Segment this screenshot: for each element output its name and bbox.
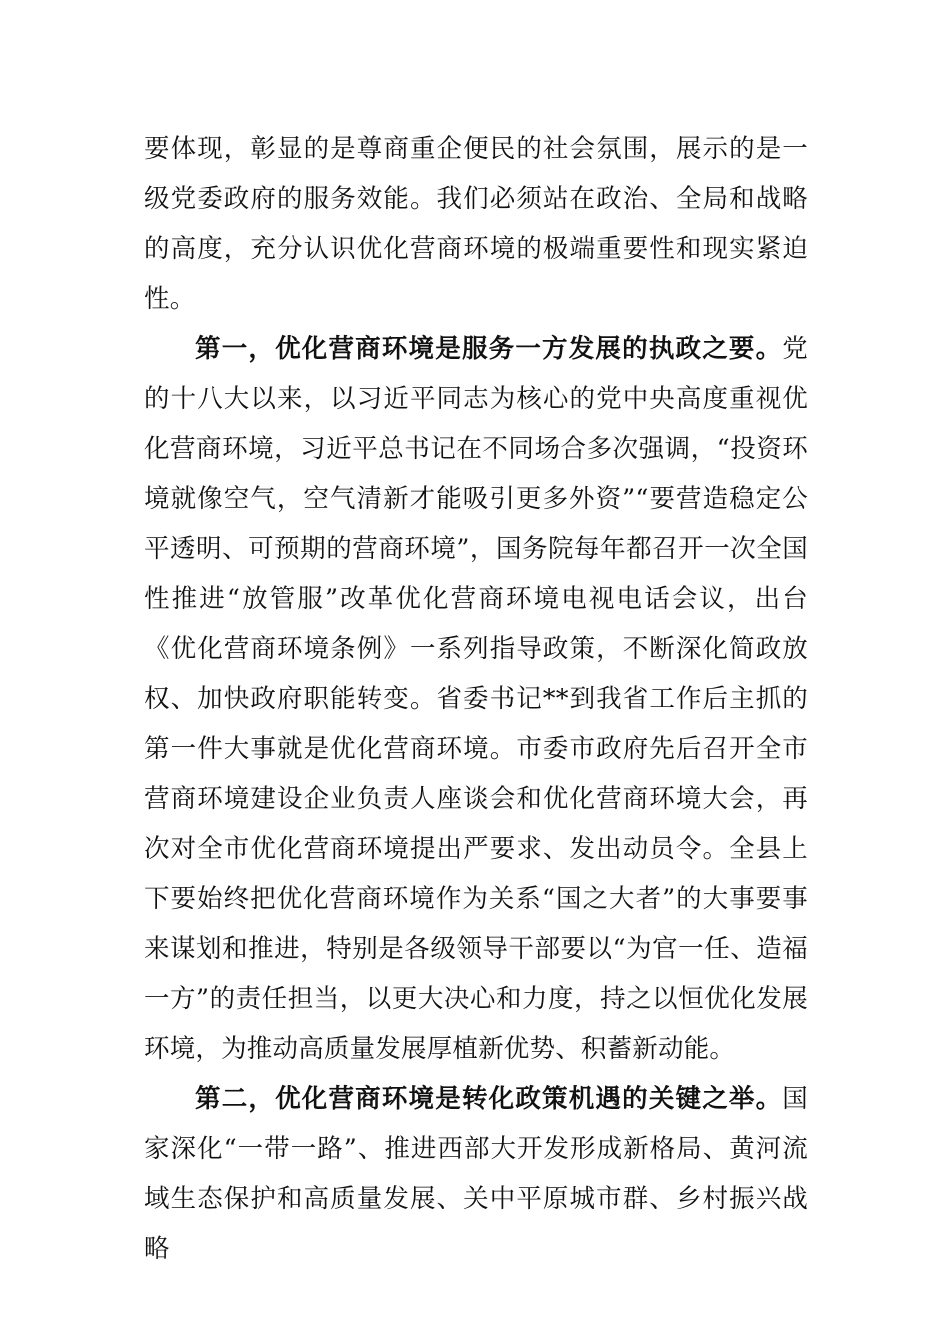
paragraph-heading: 第一，优化营商环境是服务一方发展的执政之要。: [195, 334, 783, 364]
paragraph-text: 要体现，彰显的是尊商重企便民的社会氛围，展示的是一级党委政府的服务效能。我们必须站在政治、全局和战略的高度，充分认识优化营商环境的极端重要性和现实紧迫性。: [144, 134, 808, 314]
document-body: [144, 124, 808, 1274]
paragraph-text: 党的十八大以来，以习近平同志为核心的党中央高度重视优化营商环境，习近平总书记在不同场合多次强调，“投资环境就像空气，空气清新才能吸引更多外资”“要营造稳定公平透明、可预期的营商环境”，国务院每年都召开一次全国性推进“放管服”改革优化营商环境电视电话会议，出台《优化营商环境条例》一系列指导政策，不断深化简政放权、加快政府职能转变。省委书记**到我省工作后主抓的第一件大事就是优化营商环境。市委市政府先后召开全市营商环境建设企业负责人座谈会和优化营商环境大会，再次对全市优化营商环境提出严要求、发出动员令。全县上下要始终把优化营商环境作为关系“国之大者”的大事要事来谋划和推进，特别是各级领导干部要以“为官一任、造福一方”的责任担当，以更大决心和力度，持之以恒优化发展环境，为推动高质量发展厚植新优势、积蓄新动能。: [144, 334, 808, 1064]
paragraph-text: 国家深化“一带一路”、推进西部大开发形成新格局、黄河流域生态保护和高质量发展、关中平原城市群、乡村振兴战略: [144, 1084, 808, 1264]
paragraph-second-point: [144, 1074, 808, 1274]
paragraph-first-point: [144, 324, 808, 1074]
paragraph-heading: 第二，优化营商环境是转化政策机遇的关键之举。: [195, 1084, 783, 1114]
paragraph-continuation: [144, 124, 808, 324]
